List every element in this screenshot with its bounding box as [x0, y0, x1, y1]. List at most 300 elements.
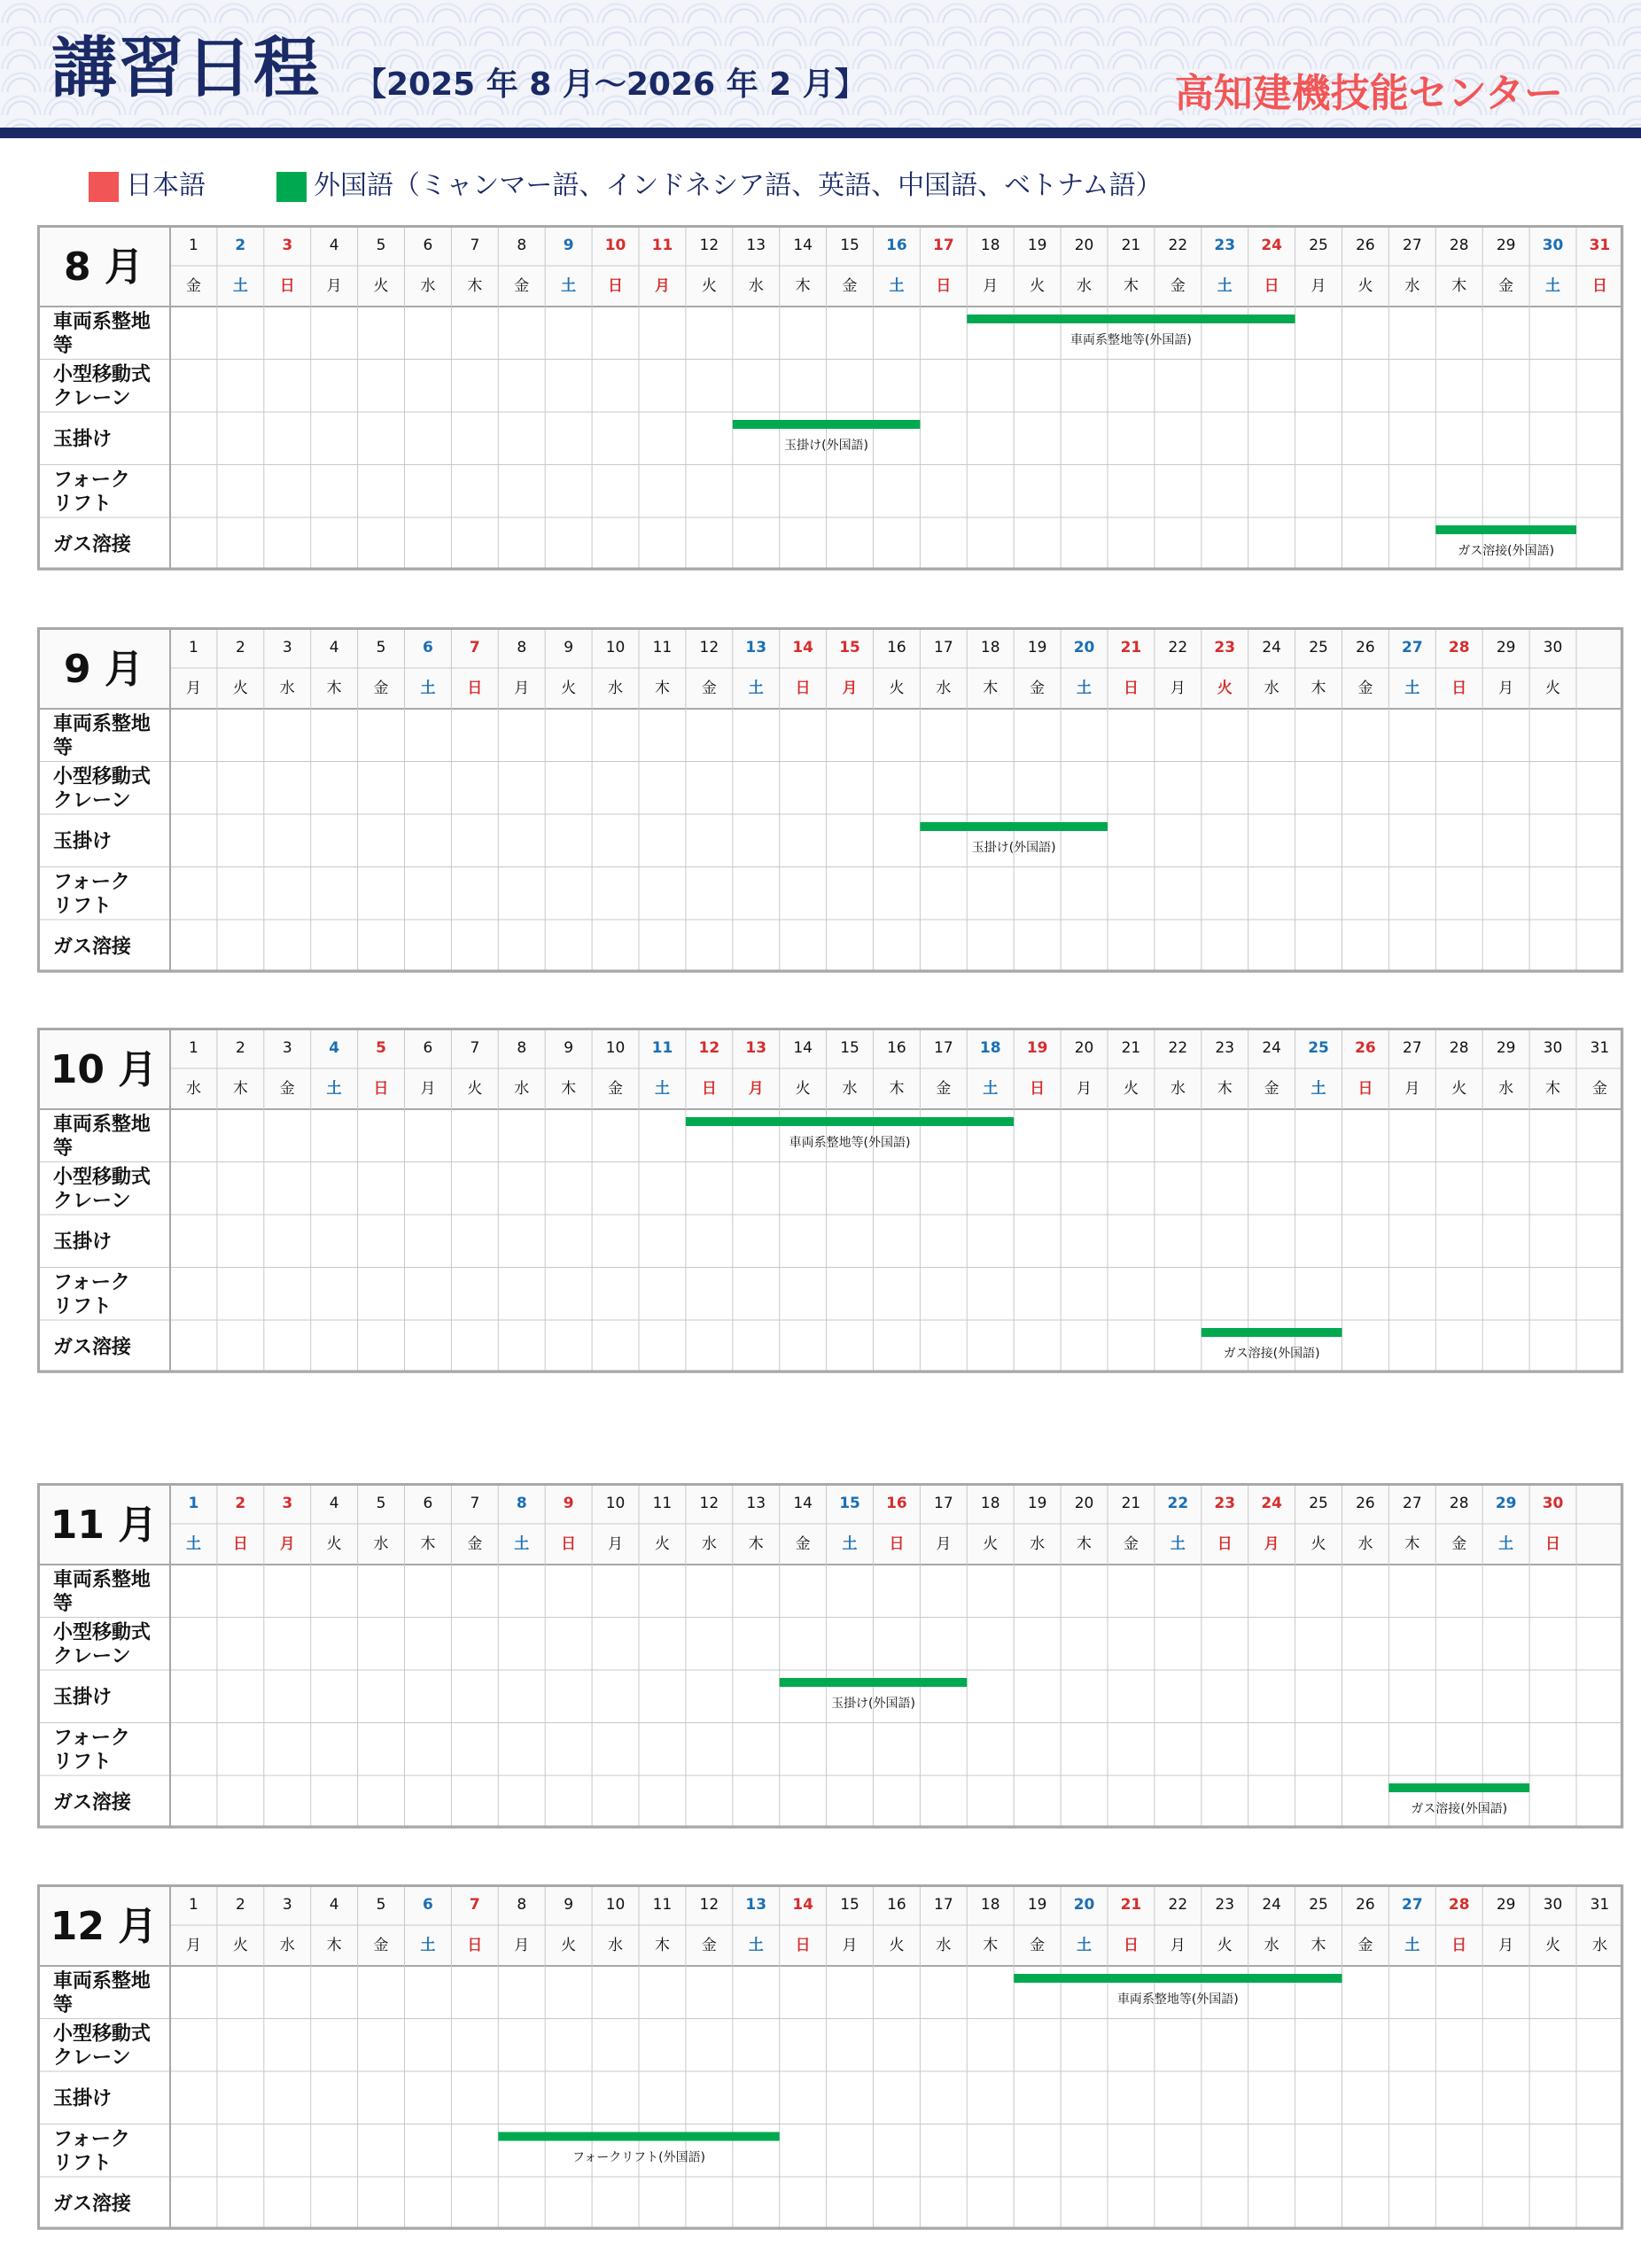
- weekday-label: 水: [608, 1937, 624, 1955]
- day-number: 21: [1120, 1896, 1142, 1915]
- day-number: 31: [1590, 1039, 1610, 1058]
- schedule-bar: [780, 1678, 968, 1687]
- weekday-label: 金: [1357, 680, 1373, 698]
- day-number: 14: [793, 1495, 813, 1513]
- weekday-label: 火: [654, 1535, 670, 1554]
- weekday-label: 水: [514, 1080, 530, 1099]
- weekday-label: 火: [1451, 1080, 1467, 1099]
- schedule-bar-label: 車両系整地等(外国語): [1116, 1992, 1239, 2008]
- day-number: 11: [652, 1896, 673, 1915]
- weekday-label: 月: [842, 1937, 858, 1955]
- day-number: 24: [1262, 639, 1281, 657]
- weekday-label: 金: [373, 1937, 389, 1955]
- legend-swatch-japanese: [89, 172, 119, 202]
- schedule-bar: [1014, 1974, 1342, 1983]
- weekday-label: 木: [1310, 1937, 1326, 1955]
- course-label: 小型移動式: [52, 2023, 151, 2046]
- weekday-label: 日: [467, 1937, 483, 1955]
- day-number: 7: [469, 1896, 480, 1915]
- course-label: ガス溶接: [52, 1791, 131, 1814]
- day-number: 12: [698, 1039, 720, 1058]
- course-label: フォーク: [52, 469, 130, 492]
- weekday-label: 月: [1310, 277, 1326, 296]
- day-number: 21: [1121, 1039, 1141, 1058]
- month-calendar: [37, 627, 1623, 973]
- day-number: 19: [1026, 1039, 1048, 1058]
- day-number: 1: [189, 237, 198, 255]
- course-label: リフト: [52, 1295, 112, 1318]
- day-number: 8: [517, 1039, 527, 1058]
- weekday-label: 火: [1310, 1535, 1326, 1554]
- weekday-label: 水: [1404, 277, 1420, 296]
- weekday-label: 月: [514, 680, 530, 698]
- weekday-label: 日: [373, 1080, 389, 1099]
- day-number: 18: [980, 1896, 1000, 1915]
- day-number: 4: [329, 1495, 339, 1513]
- day-number: 19: [1027, 1495, 1047, 1513]
- weekday-label: 木: [654, 1937, 670, 1955]
- schedule-bar: [733, 420, 921, 429]
- schedule-bar-label: 玉掛け(外国語): [971, 840, 1056, 855]
- weekday-label: 金: [514, 277, 530, 296]
- weekday-label: 日: [1217, 1535, 1233, 1554]
- weekday-label: 金: [279, 1080, 295, 1099]
- day-number: 11: [652, 1495, 673, 1513]
- month-calendar: [37, 1028, 1623, 1373]
- weekday-label: 月: [326, 277, 342, 296]
- weekday-label: 木: [1451, 277, 1467, 296]
- weekday-label: 水: [279, 680, 295, 698]
- course-label: ガス溶接: [52, 936, 131, 959]
- weekday-label: 火: [1545, 1937, 1561, 1955]
- weekday-label: 月: [279, 1535, 295, 1554]
- course-label: クレーン: [52, 387, 131, 410]
- course-label: ガス溶接: [52, 2193, 131, 2216]
- day-number: 15: [840, 237, 859, 255]
- weekday-label: 金: [1451, 1535, 1467, 1554]
- month-label: 11 月: [50, 1503, 158, 1549]
- weekday-label: 月: [1170, 1937, 1186, 1955]
- weekday-label: 水: [936, 1937, 952, 1955]
- day-number: 8: [516, 1495, 527, 1513]
- day-number: 2: [235, 1039, 245, 1058]
- schedule-bar: [686, 1117, 1014, 1126]
- weekday-label: 金: [1357, 1937, 1373, 1955]
- day-number: 29: [1495, 1495, 1517, 1513]
- weekday-label: 水: [185, 1080, 201, 1099]
- day-number: 4: [329, 1896, 339, 1915]
- course-label: クレーン: [52, 2047, 131, 2070]
- weekday-label: 日: [1451, 1937, 1467, 1955]
- weekday-label: 日: [795, 680, 811, 698]
- day-number: 26: [1355, 1039, 1376, 1058]
- weekday-label: 金: [1123, 1535, 1139, 1554]
- schedule-bar: [1202, 1328, 1342, 1337]
- day-number: 4: [329, 1039, 340, 1058]
- weekday-label: 火: [232, 1937, 248, 1955]
- weekday-label: 水: [842, 1080, 858, 1099]
- day-number: 15: [839, 639, 860, 657]
- day-number: 29: [1496, 237, 1516, 255]
- weekday-label: 日: [889, 1535, 905, 1554]
- weekday-label: 日: [1030, 1080, 1046, 1099]
- day-number: 16: [887, 1896, 906, 1915]
- day-number: 28: [1448, 639, 1470, 657]
- weekday-label: 土: [514, 1535, 530, 1554]
- day-number: 15: [840, 1896, 859, 1915]
- day-number: 2: [235, 1495, 246, 1513]
- weekday-label: 木: [983, 1937, 999, 1955]
- course-label: 等: [52, 335, 73, 358]
- weekday-label: 火: [326, 1535, 342, 1554]
- course-label: リフト: [52, 493, 112, 516]
- day-number: 16: [887, 639, 906, 657]
- day-number: 3: [282, 1896, 292, 1915]
- weekday-label: 火: [701, 277, 717, 296]
- weekday-label: 木: [467, 277, 483, 296]
- month-grid: [37, 627, 1623, 973]
- legend-label-foreign: 外国語（ミャンマー語、インドネシア語、英語、中国語、ベトナム語）: [314, 170, 1163, 201]
- day-number: 18: [980, 1495, 1000, 1513]
- weekday-label: 木: [232, 1080, 248, 1099]
- day-number: 1: [189, 1896, 198, 1915]
- weekday-label: 火: [1030, 277, 1046, 296]
- day-number: 27: [1402, 639, 1423, 657]
- month-label: 12 月: [50, 1904, 158, 1950]
- weekday-label: 水: [608, 680, 624, 698]
- weekday-label: 金: [467, 1535, 483, 1554]
- month-label: 8 月: [64, 245, 144, 291]
- month-grid: [37, 1028, 1623, 1373]
- weekday-label: 土: [842, 1535, 858, 1554]
- day-number: 17: [934, 1896, 953, 1915]
- weekday-label: 月: [1170, 680, 1186, 698]
- day-number: 23: [1214, 639, 1236, 657]
- weekday-label: 火: [467, 1080, 483, 1099]
- weekday-label: 日: [795, 1937, 811, 1955]
- course-label: フォーク: [52, 1271, 130, 1294]
- course-label: リフト: [52, 895, 112, 918]
- course-label: 車両系整地: [52, 1970, 151, 1993]
- day-number: 28: [1449, 1039, 1469, 1058]
- weekday-label: 火: [373, 277, 389, 296]
- day-number: 16: [887, 1039, 906, 1058]
- weekday-label: 月: [1498, 680, 1514, 698]
- day-number: 9: [563, 1495, 574, 1513]
- weekday-label: 金: [795, 1535, 811, 1554]
- weekday-label: 水: [701, 1535, 717, 1554]
- course-label: 車両系整地: [52, 1569, 151, 1592]
- day-number: 12: [699, 639, 719, 657]
- month-calendar: [37, 1483, 1623, 1829]
- day-number: 10: [605, 639, 626, 657]
- day-number: 30: [1542, 237, 1564, 255]
- day-number: 15: [840, 1039, 859, 1058]
- day-number: 23: [1215, 1039, 1235, 1058]
- weekday-label: 月: [842, 680, 858, 698]
- day-number: 8: [517, 1896, 527, 1915]
- weekday-label: 木: [795, 277, 811, 296]
- month-grid: [37, 1884, 1623, 2230]
- course-label: 玉掛け: [52, 830, 112, 853]
- day-number: 13: [746, 1495, 766, 1513]
- day-number: 29: [1496, 639, 1516, 657]
- day-number: 26: [1356, 1495, 1375, 1513]
- month-calendar: [37, 1884, 1623, 2230]
- weekday-label: 月: [1077, 1080, 1093, 1099]
- weekday-label: 日: [701, 1080, 717, 1099]
- day-number: 22: [1168, 1896, 1188, 1915]
- day-number: 3: [282, 1495, 293, 1513]
- day-number: 23: [1215, 1896, 1235, 1915]
- course-label: リフト: [52, 2152, 112, 2175]
- weekday-label: 日: [1591, 277, 1607, 296]
- course-label: 等: [52, 1593, 73, 1616]
- day-number: 14: [792, 639, 813, 657]
- weekday-label: 木: [1404, 1535, 1420, 1554]
- day-number: 17: [934, 1039, 953, 1058]
- weekday-label: 日: [1123, 1937, 1139, 1955]
- weekday-label: 土: [748, 680, 764, 698]
- weekday-label: 水: [279, 1937, 295, 1955]
- day-number: 31: [1589, 237, 1611, 255]
- day-number: 28: [1449, 237, 1469, 255]
- weekday-label: 金: [936, 1080, 952, 1099]
- course-label: フォーク: [52, 2128, 130, 2151]
- day-number: 20: [1073, 1896, 1095, 1915]
- weekday-label: 金: [701, 1937, 717, 1955]
- day-number: 28: [1448, 1896, 1470, 1915]
- course-label: 玉掛け: [52, 1686, 112, 1709]
- weekday-label: 日: [232, 1535, 248, 1554]
- weekday-label: 月: [608, 1535, 624, 1554]
- day-number: 7: [470, 237, 480, 255]
- schedule-bar: [1388, 1783, 1529, 1792]
- weekday-label: 水: [936, 680, 952, 698]
- day-number: 25: [1309, 639, 1328, 657]
- weekday-label: 水: [1030, 1535, 1046, 1554]
- weekday-label: 火: [232, 680, 248, 698]
- weekday-label: 火: [1357, 277, 1373, 296]
- weekday-label: 金: [185, 277, 201, 296]
- weekday-label: 水: [1170, 1080, 1186, 1099]
- weekday-label: 日: [608, 277, 624, 296]
- month-grid: [37, 225, 1623, 571]
- day-number: 27: [1403, 1495, 1422, 1513]
- day-number: 12: [699, 1896, 719, 1915]
- period-label: 【2025 年 8 月～2026 年 2 月】: [354, 66, 867, 103]
- weekday-label: 日: [279, 277, 295, 296]
- course-label: 等: [52, 1994, 73, 2017]
- weekday-label: 土: [654, 1080, 670, 1099]
- weekday-label: 水: [1264, 680, 1279, 698]
- day-number: 2: [235, 237, 246, 255]
- schedule-bar-label: ガス溶接(外国語): [1458, 543, 1555, 558]
- day-number: 5: [376, 1495, 386, 1513]
- day-number: 1: [188, 1495, 199, 1513]
- weekday-label: 土: [1404, 1937, 1420, 1955]
- weekday-label: 金: [1030, 1937, 1046, 1955]
- weekday-label: 月: [420, 1080, 436, 1099]
- weekday-label: 金: [373, 680, 389, 698]
- day-number: 26: [1356, 237, 1375, 255]
- schedule-bar-label: フォークリフト(外国語): [572, 2150, 706, 2165]
- day-number: 16: [886, 1495, 907, 1513]
- course-label: クレーン: [52, 789, 131, 812]
- schedule-bar: [967, 315, 1295, 323]
- legend-swatch-foreign: [276, 172, 307, 202]
- day-number: 19: [1027, 1896, 1047, 1915]
- weekday-label: 金: [1030, 680, 1046, 698]
- weekday-label: 日: [936, 277, 952, 296]
- weekday-label: 金: [1170, 277, 1186, 296]
- day-number: 29: [1496, 1039, 1516, 1058]
- weekday-label: 火: [889, 680, 905, 698]
- weekday-label: 土: [1170, 1535, 1186, 1554]
- day-number: 6: [423, 1039, 433, 1058]
- weekday-label: 水: [1077, 277, 1093, 296]
- schedule-bar-label: 車両系整地等(外国語): [1070, 333, 1192, 348]
- month-grid: [37, 1483, 1623, 1829]
- day-number: 27: [1403, 237, 1422, 255]
- day-number: 24: [1262, 1896, 1281, 1915]
- day-number: 10: [605, 1896, 626, 1915]
- day-number: 22: [1168, 1039, 1188, 1058]
- day-number: 20: [1074, 237, 1094, 255]
- weekday-label: 土: [420, 680, 436, 698]
- schedule-bar-label: 玉掛け(外国語): [784, 438, 869, 453]
- day-number: 26: [1356, 1896, 1375, 1915]
- day-number: 21: [1120, 639, 1142, 657]
- day-number: 17: [933, 237, 954, 255]
- weekday-label: 金: [1498, 277, 1514, 296]
- course-label: 小型移動式: [52, 1621, 151, 1644]
- weekday-label: 日: [1451, 680, 1467, 698]
- course-label: ガス溶接: [52, 1336, 131, 1359]
- course-label: 小型移動式: [52, 765, 151, 788]
- weekday-label: 水: [373, 1535, 389, 1554]
- day-number: 25: [1309, 237, 1328, 255]
- day-number: 7: [469, 639, 480, 657]
- day-number: 4: [329, 237, 339, 255]
- weekday-label: 火: [1217, 1937, 1233, 1955]
- weekday-label: 月: [654, 277, 670, 296]
- weekday-label: 木: [326, 680, 342, 698]
- course-label: 玉掛け: [52, 1231, 112, 1254]
- course-label: 小型移動式: [52, 363, 151, 386]
- weekday-label: 水: [1498, 1080, 1514, 1099]
- day-number: 27: [1403, 1039, 1422, 1058]
- weekday-label: 金: [842, 277, 858, 296]
- day-number: 17: [934, 1495, 953, 1513]
- weekday-label: 金: [1264, 1080, 1279, 1099]
- day-number: 1: [189, 1039, 198, 1058]
- header-rule: [0, 128, 1641, 138]
- schedule-bar-label: ガス溶接(外国語): [1223, 1346, 1320, 1361]
- course-label: 等: [52, 1138, 73, 1161]
- course-label: 車両系整地: [52, 713, 151, 736]
- weekday-label: 土: [983, 1080, 999, 1099]
- weekday-label: 土: [326, 1080, 342, 1099]
- day-number: 23: [1214, 237, 1236, 255]
- day-number: 12: [699, 1495, 719, 1513]
- weekday-label: 火: [983, 1535, 999, 1554]
- schedule-bar-label: 玉掛け(外国語): [831, 1696, 915, 1711]
- day-number: 29: [1496, 1896, 1516, 1915]
- day-number: 23: [1214, 1495, 1236, 1513]
- day-number: 10: [605, 1495, 626, 1513]
- weekday-label: 火: [1545, 680, 1561, 698]
- weekday-label: 土: [1077, 680, 1093, 698]
- day-number: 30: [1543, 639, 1563, 657]
- day-number: 6: [423, 1495, 433, 1513]
- day-number: 11: [651, 237, 673, 255]
- day-number: 10: [605, 1039, 626, 1058]
- day-number: 24: [1261, 237, 1282, 255]
- page-title: 講習日程: [51, 30, 321, 106]
- weekday-label: 土: [232, 277, 248, 296]
- course-label: フォーク: [52, 1727, 130, 1750]
- day-number: 16: [886, 237, 907, 255]
- weekday-label: 月: [936, 1535, 952, 1554]
- weekday-label: 土: [1310, 1080, 1326, 1099]
- day-number: 9: [564, 1896, 574, 1915]
- weekday-label: 月: [983, 277, 999, 296]
- day-number: 3: [282, 1039, 292, 1058]
- day-number: 6: [423, 237, 433, 255]
- weekday-label: 日: [1357, 1080, 1373, 1099]
- weekday-label: 火: [561, 680, 577, 698]
- day-number: 9: [564, 1039, 574, 1058]
- day-number: 4: [329, 639, 339, 657]
- day-number: 15: [839, 1495, 860, 1513]
- course-label: クレーン: [52, 1645, 131, 1668]
- day-number: 11: [652, 639, 673, 657]
- weekday-label: 木: [420, 1535, 436, 1554]
- course-label: ガス溶接: [52, 533, 131, 556]
- day-number: 21: [1121, 237, 1141, 255]
- course-label: クレーン: [52, 1190, 131, 1213]
- weekday-label: 水: [1357, 1535, 1373, 1554]
- day-number: 14: [793, 237, 813, 255]
- day-number: 8: [517, 639, 527, 657]
- day-number: 20: [1074, 1039, 1094, 1058]
- day-number: 28: [1449, 1495, 1469, 1513]
- day-number: 11: [651, 1039, 673, 1058]
- day-number: 24: [1261, 1495, 1282, 1513]
- weekday-label: 火: [889, 1937, 905, 1955]
- weekday-label: 金: [1591, 1080, 1607, 1099]
- weekday-label: 水: [1264, 1937, 1279, 1955]
- day-number: 18: [980, 237, 1000, 255]
- day-number: 9: [564, 639, 574, 657]
- day-number: 31: [1590, 1896, 1610, 1915]
- weekday-label: 月: [748, 1080, 764, 1099]
- course-label: 小型移動式: [52, 1166, 151, 1189]
- month-label: 10 月: [50, 1047, 158, 1093]
- schedule-bar-label: ガス溶接(外国語): [1411, 1801, 1508, 1816]
- weekday-label: 月: [1498, 1937, 1514, 1955]
- day-number: 10: [604, 237, 626, 255]
- day-number: 3: [282, 639, 292, 657]
- weekday-label: 月: [185, 1937, 201, 1955]
- weekday-label: 木: [1310, 680, 1326, 698]
- weekday-label: 土: [1545, 277, 1561, 296]
- day-number: 9: [563, 237, 574, 255]
- weekday-label: 木: [561, 1080, 577, 1099]
- day-number: 22: [1168, 237, 1188, 255]
- day-number: 5: [376, 1039, 386, 1058]
